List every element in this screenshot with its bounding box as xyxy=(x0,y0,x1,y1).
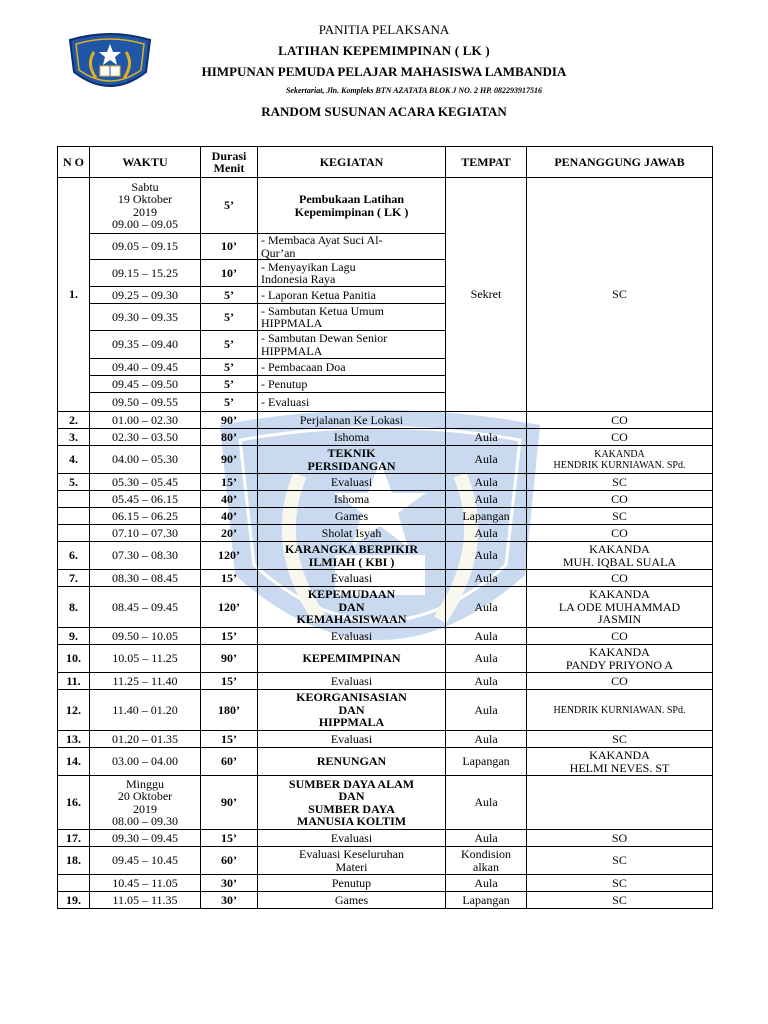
duration-cell: 10’ xyxy=(201,260,258,287)
responsible-cell: CO xyxy=(527,570,713,587)
table-row xyxy=(58,508,713,525)
activity-cell: - Sambutan Dewan Senior HIPPMALA xyxy=(258,331,446,359)
table-row xyxy=(58,748,713,776)
table-row xyxy=(58,542,713,570)
place-cell: Lapangan xyxy=(446,892,527,909)
responsible-cell xyxy=(527,776,713,830)
activity-cell: Games xyxy=(258,892,446,909)
responsible-cell: SC xyxy=(527,892,713,909)
time-cell: 09.15 – 15.25 xyxy=(90,260,201,287)
duration-cell: 30’ xyxy=(201,892,258,909)
activity-cell: RENUNGAN xyxy=(258,748,446,776)
row-number xyxy=(58,508,90,525)
time-cell: 09.45 – 09.50 xyxy=(90,376,201,393)
table-row xyxy=(58,776,713,830)
activity-cell: KEORGANISASIAN DAN HIPPMALA xyxy=(258,690,446,731)
activity-cell: KARANGKA BERPIKIR ILMIAH ( KBI ) xyxy=(258,542,446,570)
time-cell: 01.20 – 01.35 xyxy=(90,731,201,748)
place-cell: Aula xyxy=(446,830,527,847)
time-cell: 10.05 – 11.25 xyxy=(90,645,201,673)
duration-cell: 5’ xyxy=(201,393,258,412)
committee-title: PANITIA PELAKSANA xyxy=(318,22,450,37)
time-cell: 03.00 – 04.00 xyxy=(90,748,201,776)
row-number: 3. xyxy=(58,429,90,446)
responsible-cell: CO xyxy=(527,673,713,690)
table-row xyxy=(58,875,713,892)
row-number: 5. xyxy=(58,474,90,491)
time-cell: 11.25 – 11.40 xyxy=(90,673,201,690)
duration-cell: 90’ xyxy=(201,776,258,830)
place-cell: Aula xyxy=(446,491,527,508)
time-cell: 09.45 – 10.45 xyxy=(90,847,201,875)
table-row xyxy=(58,690,713,731)
duration-cell: 10’ xyxy=(201,234,258,260)
time-cell: 09.30 – 09.45 xyxy=(90,830,201,847)
row-number xyxy=(58,491,90,508)
responsible-cell: SC xyxy=(527,875,713,892)
responsible-cell: CO xyxy=(527,525,713,542)
time-cell: Sabtu 19 Oktober 2019 09.00 – 09.05 xyxy=(90,178,201,234)
activity-cell: Pembukaan Latihan Kepemimpinan ( LK ) xyxy=(258,178,446,234)
organization-logo-icon xyxy=(66,30,154,96)
row-number: 16. xyxy=(58,776,90,830)
place-cell: Aula xyxy=(446,673,527,690)
duration-cell: 5’ xyxy=(201,304,258,331)
table-row xyxy=(58,178,713,234)
activity-cell: TEKNIK PERSIDANGAN xyxy=(258,446,446,474)
activity-cell: Evaluasi xyxy=(258,830,446,847)
duration-cell: 15’ xyxy=(201,731,258,748)
row-number: 13. xyxy=(58,731,90,748)
responsible-cell: CO xyxy=(527,491,713,508)
time-cell: 09.50 – 10.05 xyxy=(90,628,201,645)
activity-cell: - Sambutan Ketua Umum HIPPMALA xyxy=(258,304,446,331)
place-cell: Aula xyxy=(446,628,527,645)
col-header-durasi: Durasi Menit xyxy=(201,147,258,178)
responsible-cell: CO xyxy=(527,412,713,429)
table-row xyxy=(58,474,713,491)
responsible-cell: SC xyxy=(527,508,713,525)
activity-cell: - Penutup xyxy=(258,376,446,393)
row-number: 8. xyxy=(58,587,90,628)
time-cell: 08.45 – 09.45 xyxy=(90,587,201,628)
activity-cell: - Menyayikan Lagu Indonesia Raya xyxy=(258,260,446,287)
activity-cell: KEPEMIMPINAN xyxy=(258,645,446,673)
table-row xyxy=(58,525,713,542)
table-row xyxy=(58,587,713,628)
responsible-cell: KAKANDA HELMI NEVES. ST xyxy=(527,748,713,776)
activity-cell: KEPEMUDAAN DAN KEMAHASISWAAN xyxy=(258,587,446,628)
table-row xyxy=(58,491,713,508)
table-row xyxy=(58,731,713,748)
row-number: 1. xyxy=(58,178,90,412)
activity-cell: - Membaca Ayat Suci Al- Qur’an xyxy=(258,234,446,260)
row-number: 18. xyxy=(58,847,90,875)
place-cell: Aula xyxy=(446,587,527,628)
activity-cell: Sholat Isyah xyxy=(258,525,446,542)
place-cell: Aula xyxy=(446,731,527,748)
time-cell: 09.05 – 09.15 xyxy=(90,234,201,260)
table-header-row xyxy=(58,147,713,178)
time-cell: 11.05 – 11.35 xyxy=(90,892,201,909)
row-number: 12. xyxy=(58,690,90,731)
duration-cell: 120’ xyxy=(201,587,258,628)
responsible-cell: CO xyxy=(527,429,713,446)
time-cell: 09.25 – 09.30 xyxy=(90,287,201,304)
place-cell: Aula xyxy=(446,690,527,731)
duration-cell: 30’ xyxy=(201,875,258,892)
duration-cell: 15’ xyxy=(201,570,258,587)
place-cell: Aula xyxy=(446,570,527,587)
duration-cell: 5’ xyxy=(201,331,258,359)
activity-cell: - Pembacaan Doa xyxy=(258,359,446,376)
row-number: 17. xyxy=(58,830,90,847)
table-row xyxy=(58,847,713,875)
duration-cell: 15’ xyxy=(201,673,258,690)
schedule-table xyxy=(57,146,713,909)
duration-cell: 5’ xyxy=(201,359,258,376)
time-cell: 05.45 – 06.15 xyxy=(90,491,201,508)
time-cell: 07.10 – 07.30 xyxy=(90,525,201,542)
place-cell xyxy=(446,412,527,429)
responsible-cell: KAKANDA LA ODE MUHAMMAD JASMIN xyxy=(527,587,713,628)
row-number: 4. xyxy=(58,446,90,474)
row-number xyxy=(58,875,90,892)
activity-cell: Ishoma xyxy=(258,429,446,446)
time-cell: 11.40 – 01.20 xyxy=(90,690,201,731)
time-cell: 09.40 – 09.45 xyxy=(90,359,201,376)
place-cell: Aula xyxy=(446,542,527,570)
duration-cell: 120’ xyxy=(201,542,258,570)
row-number: 7. xyxy=(58,570,90,587)
duration-cell: 40’ xyxy=(201,508,258,525)
time-cell: 08.30 – 08.45 xyxy=(90,570,201,587)
activity-cell: Evaluasi xyxy=(258,673,446,690)
col-header-tempat: TEMPAT xyxy=(446,147,527,178)
duration-cell: 90’ xyxy=(201,645,258,673)
place-cell: Aula xyxy=(446,776,527,830)
duration-cell: 60’ xyxy=(201,847,258,875)
activity-cell: Penutup xyxy=(258,875,446,892)
time-cell: 01.00 – 02.30 xyxy=(90,412,201,429)
col-header-kegiatan: KEGIATAN xyxy=(258,147,446,178)
table-body xyxy=(58,178,713,909)
row-number: 11. xyxy=(58,673,90,690)
table-row xyxy=(58,892,713,909)
duration-cell: 20’ xyxy=(201,525,258,542)
table-row xyxy=(58,830,713,847)
responsible-cell: SC xyxy=(527,731,713,748)
activity-cell: - Laporan Ketua Panitia xyxy=(258,287,446,304)
row-number: 2. xyxy=(58,412,90,429)
duration-cell: 5’ xyxy=(201,178,258,234)
place-cell: Lapangan xyxy=(446,508,527,525)
table-row xyxy=(58,570,713,587)
activity-cell: - Evaluasi xyxy=(258,393,446,412)
responsible-cell: SO xyxy=(527,830,713,847)
place-cell: Aula xyxy=(446,645,527,673)
row-number xyxy=(58,525,90,542)
activity-cell: Evaluasi xyxy=(258,570,446,587)
row-number: 6. xyxy=(58,542,90,570)
time-cell: 04.00 – 05.30 xyxy=(90,446,201,474)
table-row xyxy=(58,673,713,690)
place-cell: Lapangan xyxy=(446,748,527,776)
table-row xyxy=(58,412,713,429)
responsible-cell: HENDRIK KURNIAWAN. SPd. xyxy=(527,690,713,731)
duration-cell: 40’ xyxy=(201,491,258,508)
duration-cell: 60’ xyxy=(201,748,258,776)
responsible-cell: SC xyxy=(527,474,713,491)
activity-cell: SUMBER DAYA ALAM DAN SUMBER DAYA MANUSIA KOLTIM xyxy=(258,776,446,830)
place-cell: Aula xyxy=(446,446,527,474)
place-cell: Aula xyxy=(446,429,527,446)
table-row xyxy=(58,446,713,474)
row-number: 14. xyxy=(58,748,90,776)
document-title: RANDOM SUSUNAN ACARA KEGIATAN xyxy=(261,104,507,119)
time-cell: 09.35 – 09.40 xyxy=(90,331,201,359)
activity-cell: Games xyxy=(258,508,446,525)
place-cell: Aula xyxy=(446,474,527,491)
time-cell: 05.30 – 05.45 xyxy=(90,474,201,491)
table-row xyxy=(58,645,713,673)
responsible-cell: KAKANDA HENDRIK KURNIAWAN. SPd. xyxy=(527,446,713,474)
time-cell: 09.50 – 09.55 xyxy=(90,393,201,412)
organization-name: HIMPUNAN PEMUDA PELAJAR MAHASISWA LAMBANDIA xyxy=(201,64,567,79)
time-cell: Minggu 20 Oktober 2019 08.00 – 09.30 xyxy=(90,776,201,830)
col-header-no: N O xyxy=(58,147,90,178)
responsible-cell: CO xyxy=(527,628,713,645)
responsible-cell: KAKANDA PANDY PRIYONO A xyxy=(527,645,713,673)
col-header-penanggung-jawab: PENANGGUNG JAWAB xyxy=(527,147,713,178)
activity-cell: Ishoma xyxy=(258,491,446,508)
time-cell: 09.30 – 09.35 xyxy=(90,304,201,331)
activity-cell: Perjalanan Ke Lokasi xyxy=(258,412,446,429)
table-row xyxy=(58,429,713,446)
activity-cell: Evaluasi Keseluruhan Materi xyxy=(258,847,446,875)
duration-cell: 15’ xyxy=(201,628,258,645)
row-number: 10. xyxy=(58,645,90,673)
time-cell: 02.30 – 03.50 xyxy=(90,429,201,446)
place-cell: Sekret xyxy=(446,178,527,412)
duration-cell: 80’ xyxy=(201,429,258,446)
event-title: LATIHAN KEPEMIMPINAN ( LK ) xyxy=(278,43,490,58)
activity-cell: Evaluasi xyxy=(258,474,446,491)
table-row xyxy=(58,628,713,645)
time-cell: 07.30 – 08.30 xyxy=(90,542,201,570)
duration-cell: 15’ xyxy=(201,830,258,847)
duration-cell: 90’ xyxy=(201,446,258,474)
activity-cell: Evaluasi xyxy=(258,628,446,645)
col-header-waktu: WAKTU xyxy=(90,147,201,178)
row-number: 19. xyxy=(58,892,90,909)
responsible-cell: SC xyxy=(527,178,713,412)
place-cell: Kondision alkan xyxy=(446,847,527,875)
time-cell: 06.15 – 06.25 xyxy=(90,508,201,525)
responsible-cell: SC xyxy=(527,847,713,875)
duration-cell: 5’ xyxy=(201,287,258,304)
row-number: 9. xyxy=(58,628,90,645)
duration-cell: 15’ xyxy=(201,474,258,491)
duration-cell: 5’ xyxy=(201,376,258,393)
time-cell: 10.45 – 11.05 xyxy=(90,875,201,892)
place-cell: Aula xyxy=(446,875,527,892)
responsible-cell: KAKANDA MUH. IQBAL SUALA xyxy=(527,542,713,570)
secretariat-address: Sekertariat, Jln. Kompleks BTN AZATATA BLOK J NO. 2 HP. 082293917516 xyxy=(285,86,543,95)
duration-cell: 90’ xyxy=(201,412,258,429)
activity-cell: Evaluasi xyxy=(258,731,446,748)
duration-cell: 180’ xyxy=(201,690,258,731)
place-cell: Aula xyxy=(446,525,527,542)
